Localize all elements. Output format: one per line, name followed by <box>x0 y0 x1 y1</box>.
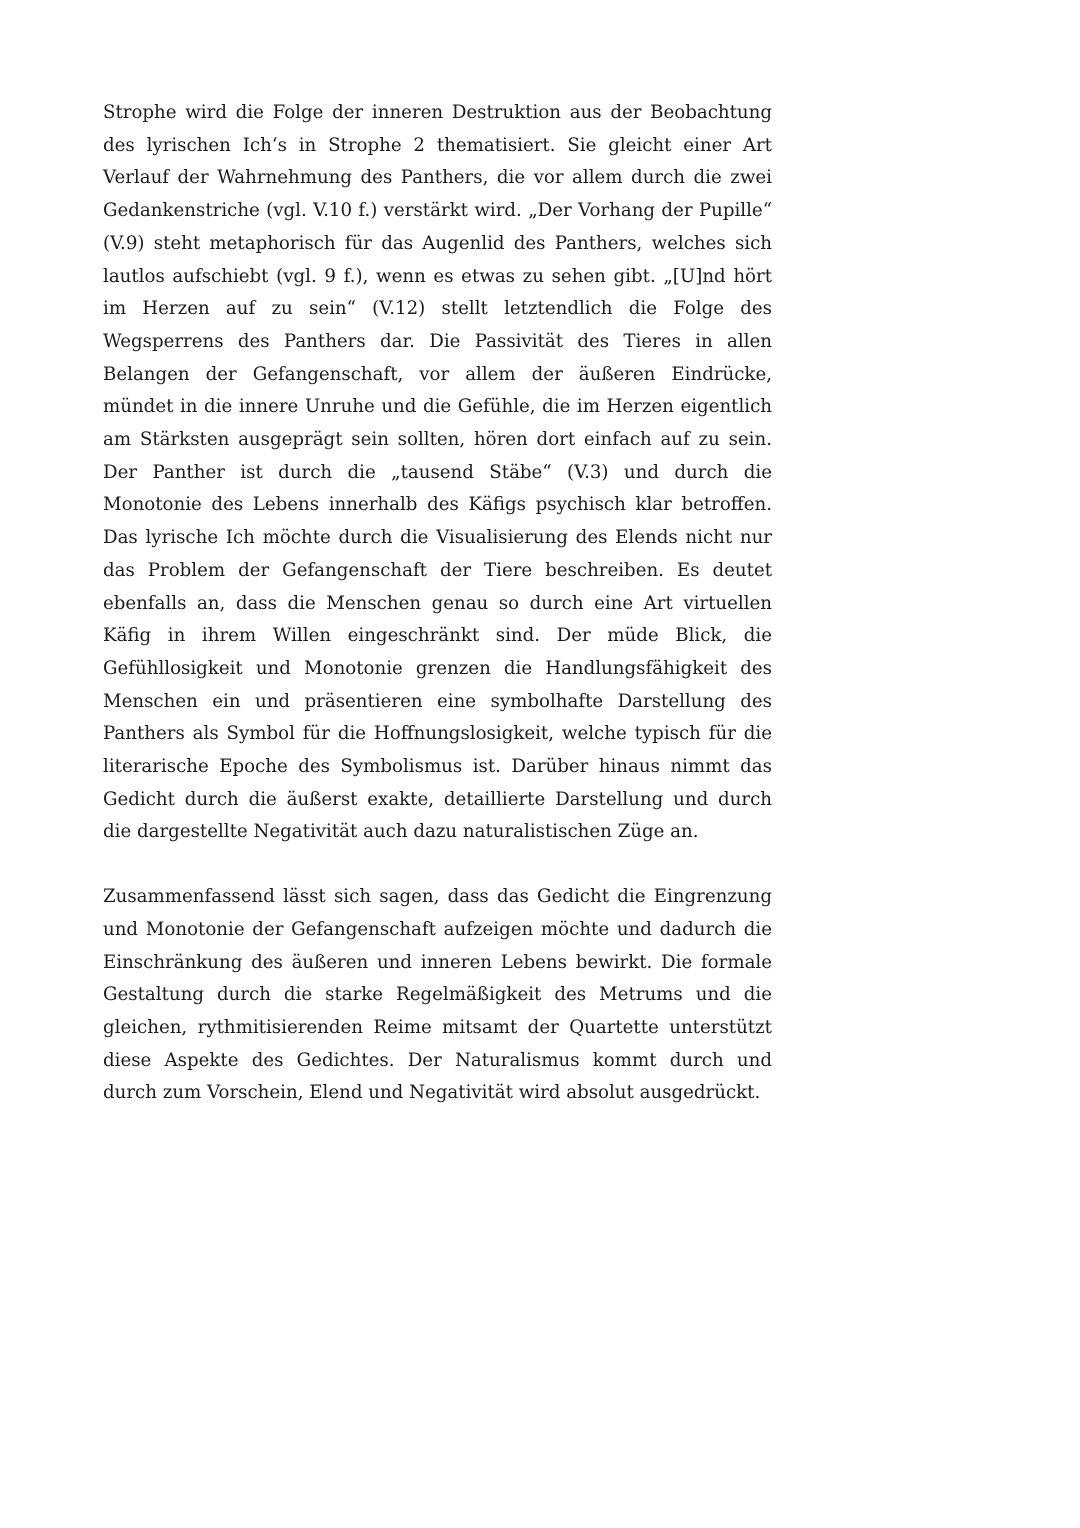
document-body <box>103 97 772 1110</box>
paragraph-analysis: Strophe wird die Folge der inneren Destruktion aus der Beobachtung des lyrischen Ich‘s in Strophe 2 thematisiert. Sie gleicht einer Art Verlauf der Wahrnehmung des Panthers, die vor allem durch die zwei Gedankenstriche (vgl. V.10 f.) verstärkt wird. „Der Vorhang der Pupille“ (V.9) steht metaphorisch für das Augenlid des Panthers, welches sich lautlos aufschiebt (vgl. 9 f.), wenn es etwas zu sehen gibt. „[U]nd hört im Herzen auf zu sein“ (V.12) stellt letztendlich die Folge des Wegsperrens des Panthers dar. Die Passivität des Tieres in allen Belangen der Gefangenschaft, vor allem der äußeren Eindrücke, mündet in die innere Unruhe und die Gefühle, die im Herzen eigentlich am Stärksten ausgeprägt sein sollten, hören dort einfach auf zu sein. Der Panther ist durch die „tausend Stäbe“ (V.3) und durch die Monotonie des Lebens innerhalb des Käfigs psychisch klar betroffen. Das lyrische Ich möchte durch die Visualisierung des Elends nicht nur das Problem der Gefangenschaft der Tiere beschreiben. Es deutet ebenfalls an, dass die Menschen genau so durch eine Art virtuellen Käfig in ihrem Willen eingeschränkt sind. Der müde Blick, die Gefühllosigkeit und Monotonie grenzen die Handlungsfähigkeit des Menschen ein und präsentieren eine symbolhafte Darstellung des Panthers als Symbol für die Hoffnungslosigkeit, welche typisch für die literarische Epoche des Symbolismus ist. Darüber hinaus nimmt das Gedicht durch die äußerst exakte, detaillierte Darstellung und durch die dargestellte Negativität auch dazu naturalistischen Züge an. <box>103 102 772 843</box>
paragraph-conclusion: Zusammenfassend lässt sich sagen, dass das Gedicht die Eingrenzung und Monotonie der Gefangenschaft aufzeigen möchte und dadurch die Einschränkung des äußeren und inneren Lebens bewirkt. Die formale Gestaltung durch die starke Regelmäßigkeit des Metrums und die gleichen, rythmitisierenden Reime mitsamt der Quartette unterstützt diese Aspekte des Gedichtes. Der Naturalismus kommt durch und durch zum Vorschein, Elend und Negativität wird absolut ausgedrückt. <box>103 886 772 1104</box>
